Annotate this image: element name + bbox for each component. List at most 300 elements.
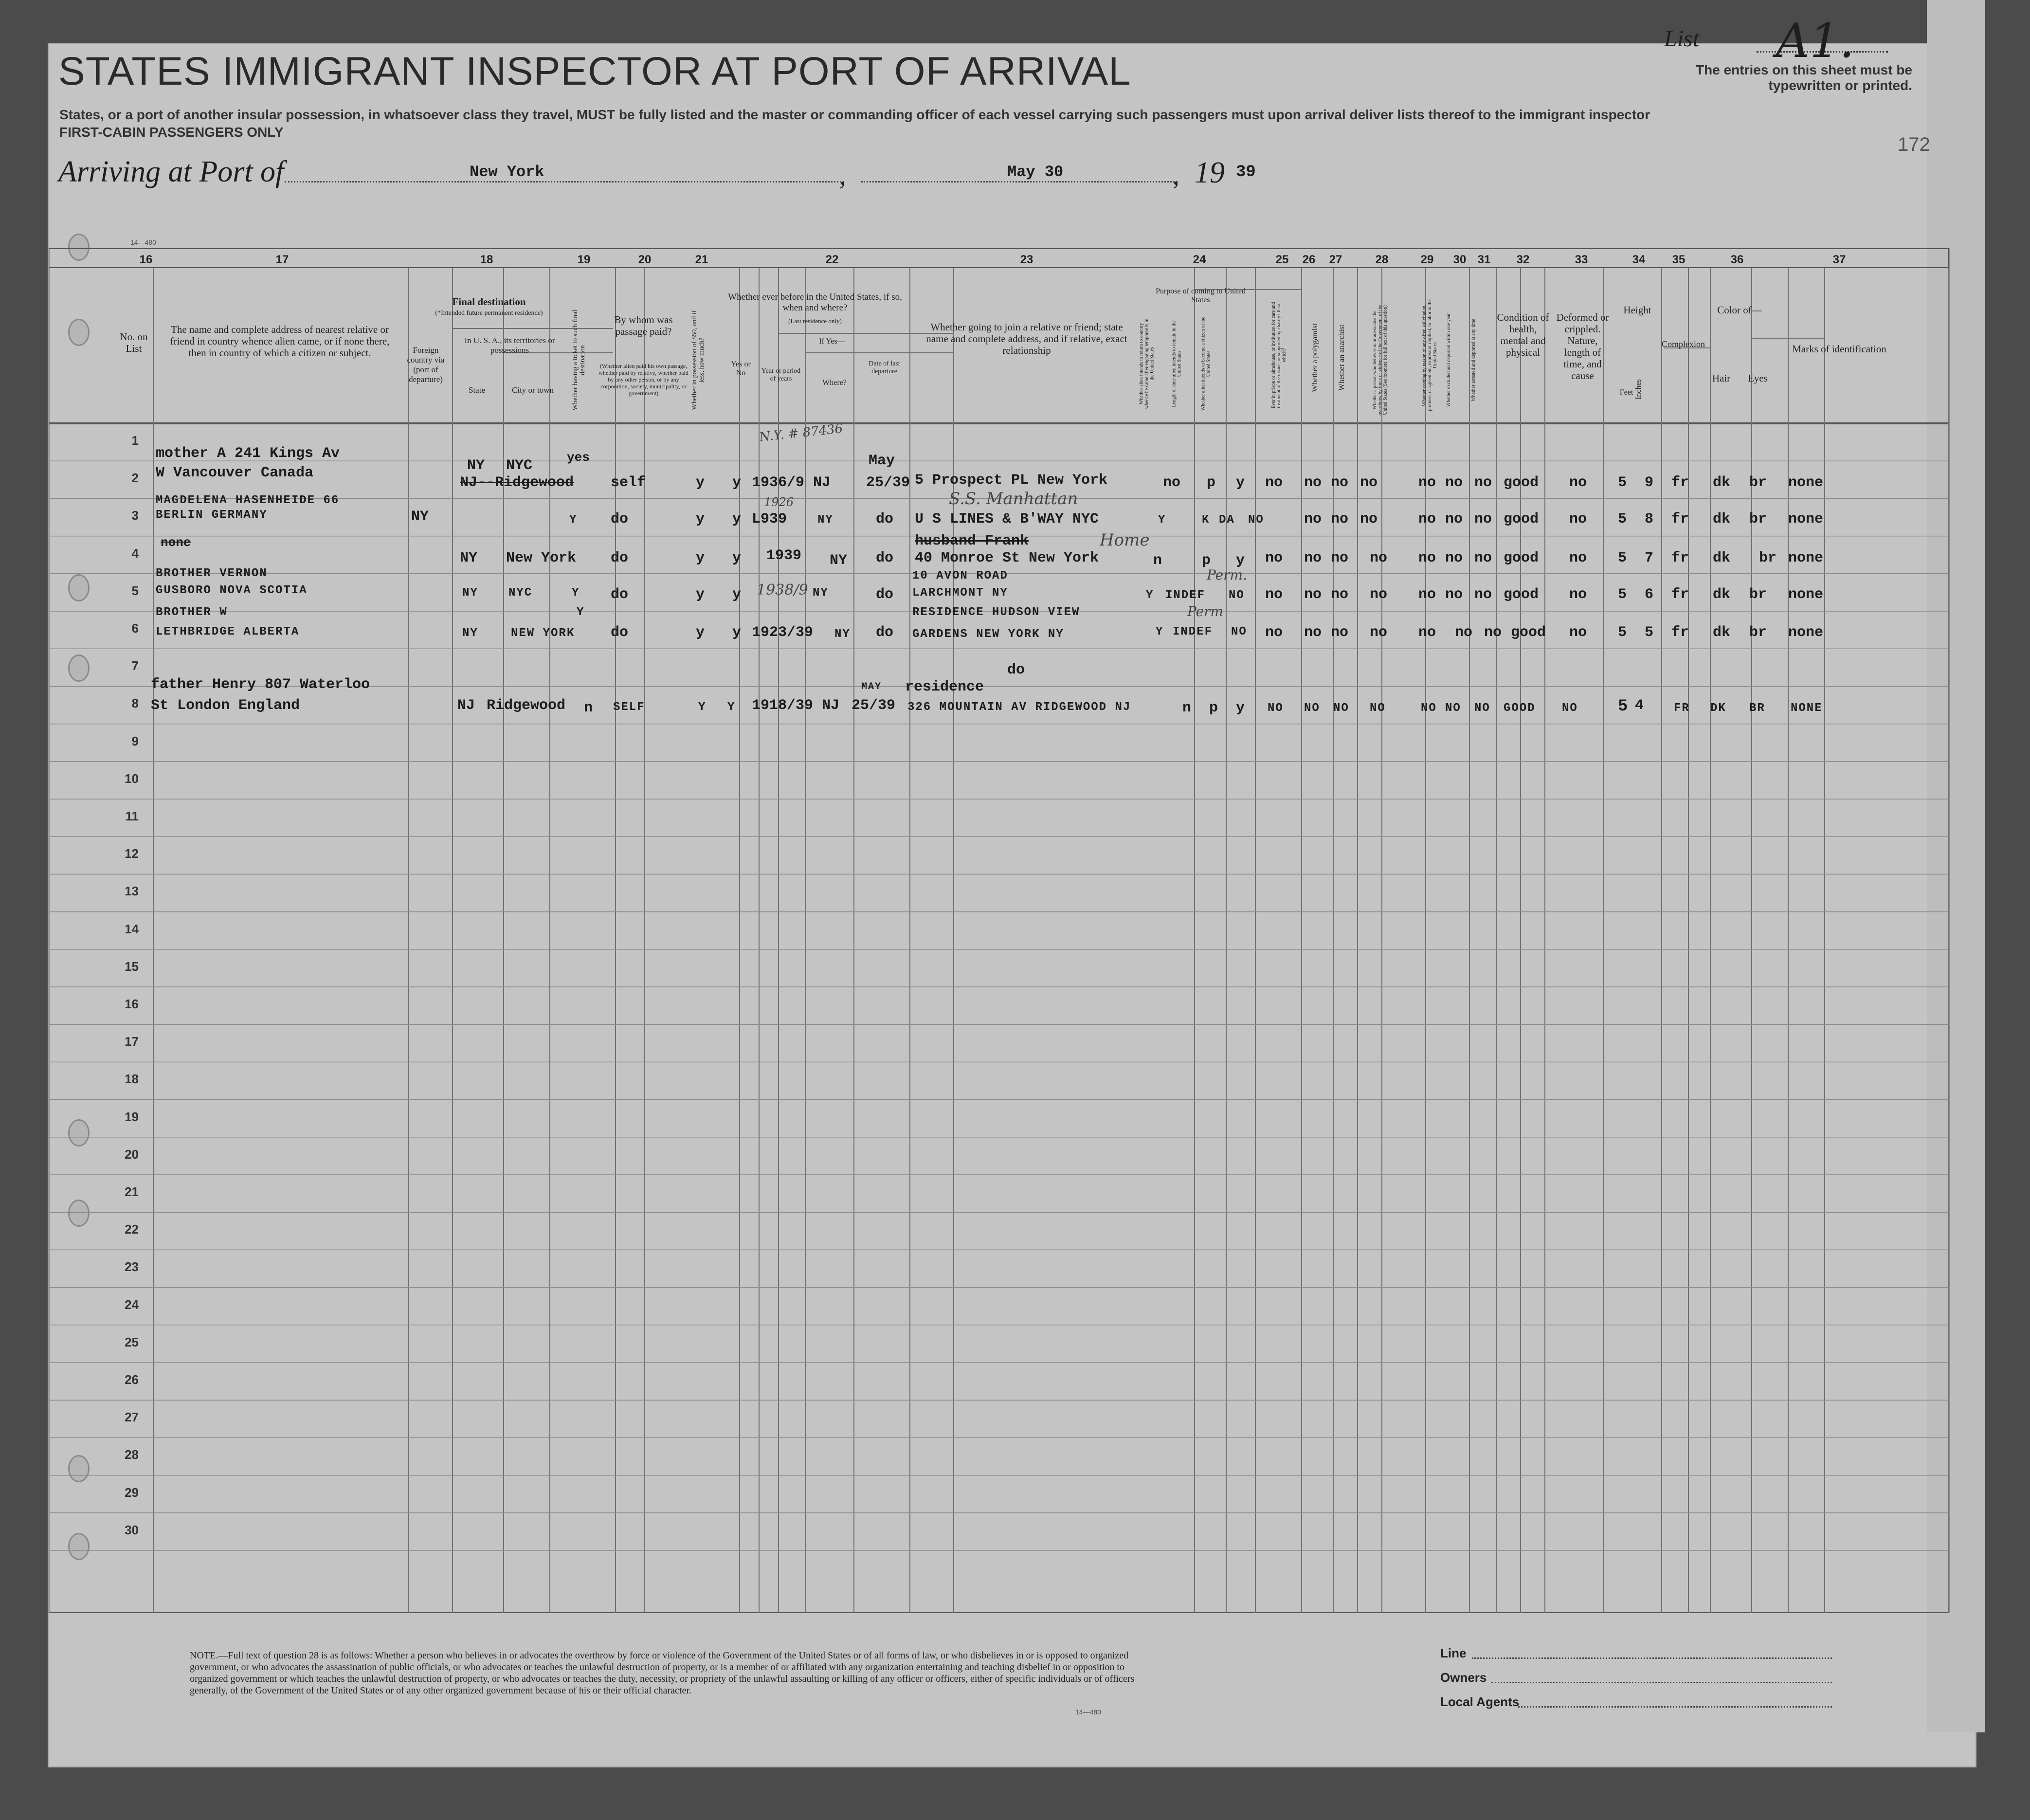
r1-state-alt: NJ--Ridgewood [460,474,574,491]
footer-form-number: 14—480 [1075,1708,1101,1716]
row-number: 3 [131,508,139,523]
r7-money: Y [698,701,707,714]
r4-years: 1938/9 [757,582,808,599]
row-number: 13 [125,884,139,899]
r7-join-a: residence [905,679,984,695]
r3-before: y [732,550,742,566]
r7-q28: NO [1370,702,1386,715]
header-c22-where: Where? [822,379,847,387]
r1-relative-b: W Vancouver Canada [156,465,314,481]
r2-eyes: br [1749,511,1767,528]
row-number: 21 [125,1184,139,1199]
header-c19: Whether having a ticket to such final destination [572,309,586,411]
r5-relative-a: BROTHER W [156,606,228,619]
column-number: 35 [1672,253,1686,266]
column-number: 16 [139,253,153,266]
footnote: NOTE.—Full text of question 28 is as follows: Whether a person who believes in or advocates the overthrow by force or violence of the Government of the United States or of all forms of law, or who disbelieves in or is opposed to organized government, or who advocates the assassination of public officials, or who advocates or teaches the unlawful destruction of property, or is a member of or affiliated with any organization entertaining and teaching disbelief in or opposition to organized government or which teaches the unlawful destruction of property, or who advocates or teaches the duty, necessity, or propriety of the unlawful assaulting or killing of any officer or officers, either of specific individuals or of officers generally, of the Government of the United States or of any other organized government because of his or their official character. [190,1650,1135,1696]
column-number: 28 [1375,253,1389,266]
r2-q29: no [1418,511,1436,528]
r2-before: y [732,511,742,528]
r7-marks: NONE [1791,702,1823,715]
column-number: 29 [1420,253,1434,266]
r7-complexion: FR [1674,702,1690,715]
row-number: 6 [131,621,139,636]
header-c20-note: (Whether alien paid his own passage, whether paid by relative, whether paid by any other person, or by any corporation, society, municipality, or government) [598,363,689,397]
r7-p-length: p [1209,700,1218,716]
r4-q29: no [1418,586,1436,603]
row-number: 27 [125,1410,139,1425]
header-c34-inches: Inches [1634,379,1643,400]
r2-q26: no [1304,511,1322,528]
r5-q31: no [1484,624,1502,641]
column-number: 33 [1575,253,1588,266]
instruction-line: States, or a port of another insular possession, in whatsoever class they travel, MUST be fully listed and the master or commanding officer of each vessel carrying such passengers must upon arrival deliver lists thereof to the immigrant inspector [59,107,1650,122]
arriving-label: Arriving at Port of [58,155,284,188]
r3-q29: no [1418,550,1436,566]
row-number: 8 [131,696,139,711]
r5-complexion: fr [1671,624,1689,641]
column-number: 26 [1302,253,1316,266]
r3-feet: 5 [1618,550,1627,566]
r1-before: y [732,474,742,491]
r1-q28: no [1360,474,1378,491]
r1-paid: self [611,474,646,491]
port-value: New York [470,163,544,181]
r1-complexion: fr [1671,474,1689,491]
r2-q31: no [1474,511,1492,528]
footer-line-label: Line [1440,1646,1467,1660]
r2-p-citizen: DA [1219,513,1235,527]
comma: , [839,161,846,190]
r4-state: NY [462,586,478,600]
r3-departure: do [876,550,894,566]
r1-deformed: no [1569,474,1587,491]
r1-p-citizen: y [1236,474,1245,491]
r4-deformed: no [1569,586,1587,603]
r2-p-length: K [1202,513,1210,527]
r4-paid: do [611,586,629,603]
row-number: 28 [125,1447,139,1462]
header-c23: Whether going to join a relative or friend; state name and complete address, and if relative, exact relationship [926,321,1127,356]
header-c24: Purpose of coming to United States [1156,287,1246,304]
row-number: 15 [125,959,139,974]
row-number: 22 [125,1222,139,1237]
r4-hair: dk [1713,586,1731,603]
r2-departure: do [876,511,894,528]
header-c21: Whether in possession of $50, and if less, how much? [691,310,706,410]
r2-years: L939 [752,511,787,528]
r3-join-b: 40 Monroe St New York [915,550,1099,566]
column-number: 30 [1453,253,1467,266]
r4-relative-b: GUSBORO NOVA SCOTIA [156,584,308,597]
r5-q27: no [1331,624,1349,641]
footer-agents-field [1518,1706,1832,1708]
r4-q30: no [1445,586,1463,603]
r3-q26: no [1304,550,1322,566]
row-number: 12 [125,846,139,861]
header-c35: Complexion [1662,339,1705,349]
r7-join-b: 326 MOUNTAIN AV RIDGEWOOD NJ [907,701,1131,714]
typed-note: The entries on this sheet must be typewritten or printed. [1696,62,1912,93]
column-number: 36 [1730,253,1744,266]
r1-departure-a: May [869,453,895,469]
r1-p-length: p [1207,474,1216,491]
header-c31: Whether arrested and deported at any time [1471,319,1476,401]
r7-health: GOOD [1504,702,1536,715]
r4-money: y [696,586,705,603]
r5-hair: dk [1713,624,1731,641]
header-c18-note: (*Intended future permanent residence) [435,309,543,317]
header-c34: Height [1623,304,1651,316]
r5-city: NEW YORK [511,627,575,640]
row-number: 20 [125,1147,139,1162]
r7-state: NJ [457,697,475,714]
form-number: 14—480 [130,238,156,246]
r4-q25: no [1265,586,1283,603]
r4-q26: no [1304,586,1322,603]
r7-years: 1918/39 NJ [752,697,840,714]
r4-departure: do [876,586,894,603]
r7-relative-b: St London England [151,697,300,714]
r5-p-citizen: NO [1231,625,1247,638]
header-c32: Condition of health, mental and physical [1497,311,1549,358]
page-title: STATES IMMIGRANT INSPECTOR AT PORT OF ARRIVAL [58,49,1131,93]
r1-hair: dk [1713,474,1731,491]
r2-feet: 5 [1618,511,1627,528]
header-c37: Marks of identification [1792,343,1886,355]
r2-join: U S LINES & B'WAY NYC [915,511,1099,528]
r4-q28: no [1370,586,1388,603]
r4-p-length: INDEF [1165,589,1206,602]
header-c22: Whether ever before in the United States, if so, when and where? [728,292,902,313]
r3-p-length: p [1202,552,1211,569]
footer-line-field [1472,1657,1832,1659]
r6-join: do [1007,662,1025,678]
header-c18-usa: In U. S. A., its territories or possessions [464,336,555,355]
row-number: 5 [131,583,139,598]
r2-join-hw: S.S. Manhattan [949,489,1078,509]
r3-q31: no [1474,550,1492,566]
r4-inches: 6 [1645,586,1654,603]
r4-hw-perm: Perm. [1207,567,1247,583]
r4-marks: none [1788,586,1824,603]
r2-relative-b: BERLIN GERMANY [156,509,268,522]
r7-q27: NO [1333,702,1349,715]
page-number: 172 [1898,134,1930,155]
r5-departure: do [876,624,894,641]
r4-relative-a: BROTHER VERNON [156,567,268,580]
header-c28: Whether a person who believes in or advocates the overthrow by force or violence of the Government of the United States (See footnote for full text of this question) [1372,305,1388,416]
year-suffix: 39 [1236,163,1256,182]
header-c29: Whether coming by reason of any offer, solicitation, promise, or agreement, express or implied, to labor in the United States [1422,299,1438,411]
r1-relative-a: mother A 241 Kings Av [156,445,340,462]
year-prefix: 19 [1195,156,1225,189]
r5-p-return: Y [1156,625,1164,638]
r3-join-hw: Home [1100,530,1150,550]
r7-q26: NO [1304,702,1320,715]
r4-p-return: Y [1146,589,1154,602]
header-c36-eyes: Eyes [1748,372,1768,384]
header-c24a: Whether alien intends to return to country whence he came after engaging temporarily in the United States [1139,318,1155,409]
r7-deformed: NO [1562,702,1578,715]
r4-city: NYC [508,586,533,600]
r5-years: 1923/39 [752,624,814,641]
footer-owners-label: Owners [1440,1670,1487,1685]
r1-q30: no [1445,474,1463,491]
column-number: 17 [275,253,289,266]
r2-money: y [696,511,705,528]
r1-health: good [1504,474,1539,491]
r1-state: NY [467,457,485,474]
header-c18-foreign: Foreign country via (port of departure) [407,346,445,384]
footer-owners-field [1491,1682,1832,1683]
r5-before: y [732,624,742,641]
r1-q29: no [1418,474,1436,491]
r2-paid: do [611,511,629,528]
row-number: 30 [125,1522,139,1537]
r3-relative: none [161,535,191,550]
header-c24b: Length of time alien intends to remain in the United States [1171,320,1182,407]
r5-paid: do [611,624,629,641]
r4-complexion: fr [1671,586,1689,603]
r7-q30: NO [1445,702,1461,715]
r2-q27: no [1331,511,1349,528]
header-c27: Whether an anarchist [1338,325,1346,391]
r3-p-citizen: y [1236,552,1245,569]
header-c24c: Whether alien intends to become a citizen of the United States [1200,316,1212,411]
row-number: 4 [131,546,139,561]
r1-q25: no [1265,474,1283,491]
r2-relative-a: MAGDELENA HASENHEIDE 66 [156,494,340,507]
r7-feet: 5 [1618,697,1628,716]
date-value: May 30 [1007,163,1064,181]
r5-where: NY [834,628,851,641]
header-c30: Whether excluded and deported within one year [1446,313,1451,407]
r7-q31: NO [1474,702,1490,715]
r7-paid: SELF [613,701,645,714]
r2-hair: dk [1713,511,1731,528]
r4-eyes: br [1749,586,1767,603]
header-c22-yesno: Yes or No [731,360,751,377]
r7-p-return: n [1182,700,1192,716]
r4-feet: 5 [1618,586,1627,603]
r5-hw-perm: Perm [1187,603,1224,619]
column-number: 20 [638,253,652,266]
r2-q25: NO [1248,513,1264,527]
r2-marks: none [1788,511,1824,528]
r1-city: NYC [506,457,533,474]
row-number: 24 [125,1297,139,1312]
r1-join: 5 Prospect PL New York [915,472,1108,489]
r3-q27: no [1331,550,1349,566]
r2-years-hw: 1926 [764,495,794,509]
r1-feet: 5 [1618,474,1627,491]
r2-p-return: Y [1158,513,1166,527]
r4-ticket: Y [572,586,580,600]
column-number: 23 [1020,253,1033,266]
row-number: 18 [125,1072,139,1087]
r3-inches: 7 [1645,550,1654,566]
header-c22-note: (Last residence only) [788,317,842,325]
r5-p-length: INDEF [1173,625,1213,638]
r3-join-a: husband Frank [915,533,1029,549]
r7-departure-a: MAY [861,681,882,692]
r3-city: New York [506,550,577,566]
r3-eyes: br [1759,550,1777,566]
r4-before: y [732,586,742,603]
r2-q30: no [1445,511,1463,528]
r1-inches: 9 [1645,474,1654,491]
list-label: List [1664,26,1700,52]
r1-q27: no [1331,474,1349,491]
r3-state: NY [460,550,478,566]
r5-q30: no [1455,624,1473,641]
r1-years: 1936/9 NJ [752,474,831,491]
row-number: 23 [125,1259,139,1274]
r5-join-b: GARDENS NEW YORK NY [912,628,1064,641]
r1-ticket: yes [567,450,590,465]
r1-p-return: no [1163,474,1181,491]
r3-money: y [696,550,705,566]
header-c22-ifyes: If Yes— [819,337,845,346]
r2-foreign: NY [411,509,429,525]
r2-health: good [1504,511,1539,528]
r4-q27: no [1331,586,1349,603]
row-number: 26 [125,1372,139,1387]
r1-eyes: br [1749,474,1767,491]
r5-inches: 5 [1645,624,1654,641]
column-number: 22 [825,253,839,266]
header-c25: Ever in prison or almshouse, or institution for care and treatment of the insane, or supported by charity? If so, which? [1271,302,1287,409]
r1-money: y [696,474,705,491]
r3-q28: no [1370,550,1388,566]
column-number: 24 [1193,253,1206,266]
row-number: 7 [131,658,139,673]
r2-ticket: Y [569,513,578,527]
header-c36-hair: Hair [1712,372,1731,384]
r4-join-a: 10 AVON ROAD [912,569,1008,582]
header-c16: No. on List [120,331,148,354]
row-number: 2 [131,471,139,486]
r2-where: NY [817,513,834,527]
list-value: A1. [1776,14,1854,68]
r7-eyes: BR [1749,702,1765,715]
r5-state: NY [462,627,478,640]
r5-q26: no [1304,624,1322,641]
r7-relative-a: father Henry 807 Waterloo [151,676,370,693]
r7-inches: 4 [1635,697,1644,714]
r5-q25: no [1265,624,1283,641]
column-number: 37 [1832,253,1846,266]
r5-feet: 5 [1618,624,1627,641]
port-underline [285,181,844,182]
column-number: 31 [1477,253,1491,266]
handwritten-note: N.Y. # 87436 [758,421,844,445]
r2-complexion: fr [1671,511,1689,528]
row-number: 17 [125,1034,139,1049]
r2-inches: 8 [1645,511,1654,528]
r3-p-return: n [1153,552,1162,569]
row-number: 29 [125,1485,139,1500]
column-number: 19 [577,253,591,266]
r7-city: Ridgewood [487,697,566,714]
r5-q29: no [1418,624,1436,641]
r5-money: y [696,624,705,641]
r3-where: NY [830,552,848,569]
r7-q29: NO [1421,702,1437,715]
r3-health: good [1504,550,1539,566]
r5-join-a: RESIDENCE HUDSON VIEW [912,606,1080,619]
r7-p-citizen: y [1236,700,1245,716]
r7-before: Y [727,701,736,714]
column-number: 25 [1275,253,1289,266]
row-number: 16 [125,997,139,1011]
header-c22-years: Year or period of years [761,367,801,382]
r4-health: good [1504,586,1539,603]
comma: , [1173,161,1179,190]
header-c26: Whether a polygamist [1311,323,1319,392]
r5-eyes: br [1749,624,1767,641]
header-c22-date: Date of last departure [869,360,900,375]
r5-q28: no [1370,624,1388,641]
passenger-class: FIRST-CABIN PASSENGERS ONLY [59,125,284,140]
r3-hair: dk [1713,550,1731,566]
footer-agents-label: Local Agents [1440,1694,1520,1709]
r2-deformed: no [1569,511,1587,528]
r5-relative-b: LETHBRIDGE ALBERTA [156,625,300,638]
row-number: 25 [125,1334,139,1349]
r4-p-citizen: NO [1229,589,1245,602]
r4-join-b: LARCHMONT NY [912,586,1008,600]
column-number: 27 [1329,253,1342,266]
column-number: 34 [1632,253,1646,266]
header-c18: Final destination [452,296,526,308]
r7-q25: NO [1268,702,1284,715]
r5-health: good [1511,624,1546,641]
r7-departure-b: 25/39 [852,697,896,714]
r5-marks: none [1788,624,1824,641]
row-number: 9 [131,733,139,748]
r1-departure-b: 25/39 [866,474,910,491]
header-c18-city: City or town [512,385,554,395]
r5-deformed: no [1569,624,1587,641]
row-number: 11 [125,809,139,823]
header-c20: By whom was passage paid? [614,314,673,337]
r3-q25: no [1265,550,1283,566]
column-number: 18 [480,253,493,266]
r4-where: NY [813,586,829,600]
r3-paid: do [611,550,629,566]
r5-ticket: Y [577,606,585,619]
r3-marks: none [1788,550,1824,566]
header-c34-feet: Feet [1619,388,1633,397]
header-c36: Color of— [1717,304,1762,316]
row-number: 19 [125,1109,139,1124]
r3-years: 1939 [766,547,802,564]
row-number: 14 [125,921,139,936]
r1-q26: no [1304,474,1322,491]
r7-hair: DK [1710,702,1726,715]
date-underline [861,181,1178,182]
r7-ticket: n [584,700,593,716]
r4-q31: no [1474,586,1492,603]
r1-q31: no [1474,474,1492,491]
r2-q28: no [1360,511,1378,528]
column-number: 32 [1516,253,1530,266]
r3-complexion: fr [1671,550,1689,566]
column-number: 21 [695,253,708,266]
row-number: 10 [125,771,139,786]
